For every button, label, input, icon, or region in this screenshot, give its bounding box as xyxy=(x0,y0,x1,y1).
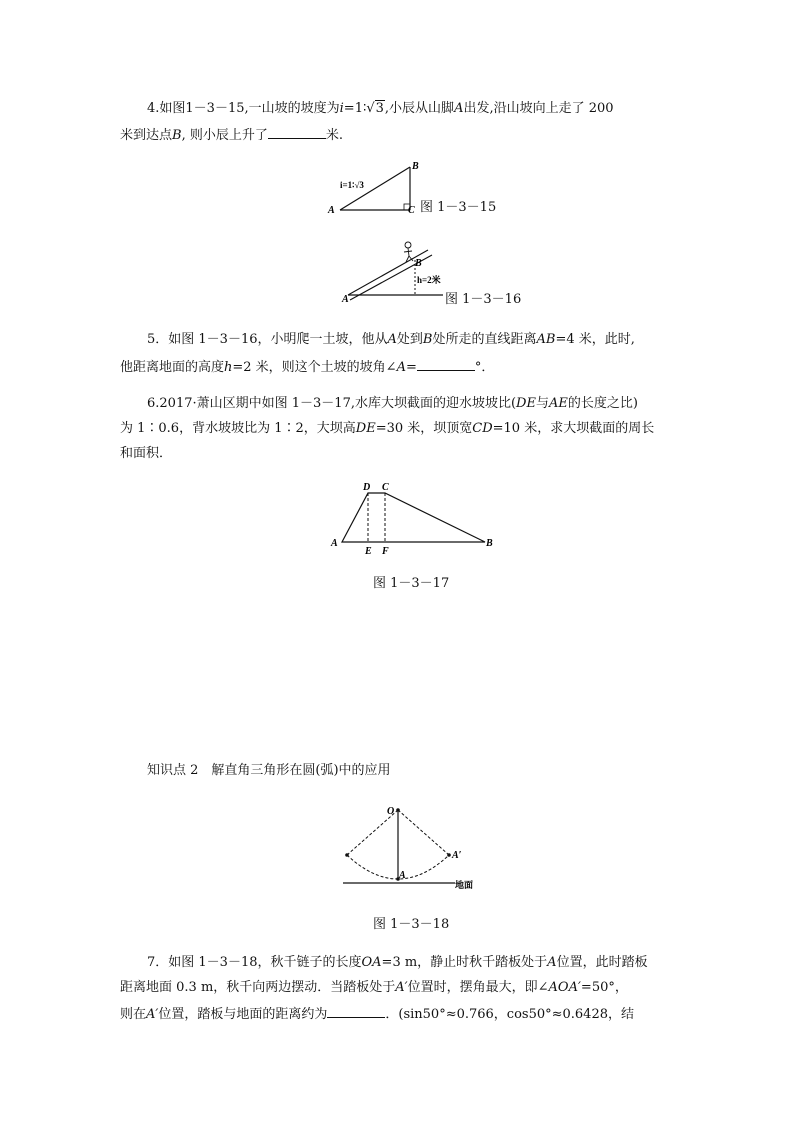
sqrt-symbol: √3 xyxy=(366,101,384,116)
q4-text: ,小辰从山脚 xyxy=(384,101,455,116)
label-a-prime: A′ xyxy=(452,850,462,861)
label-a: A xyxy=(342,294,349,303)
segment-cd: CD xyxy=(472,421,493,436)
label-f: F xyxy=(382,546,389,557)
q7-line-2 xyxy=(120,980,628,996)
person-body xyxy=(408,248,409,256)
q4-line-2 xyxy=(120,126,343,144)
label-c: C xyxy=(408,205,415,216)
angle-aoa-prime: AOA′ xyxy=(548,980,581,995)
q5-line-2 xyxy=(120,358,494,376)
q7-text: =50°， xyxy=(580,980,628,995)
caption-1-3-17: 图 1－3－17 xyxy=(373,576,450,591)
q5-text: 5．如图 1－3－16，小明爬一土坡，他从 xyxy=(147,332,388,347)
q7-text: 位置，踏板与地面的距离约为 xyxy=(158,1007,328,1022)
q5-text: =4 米，此时, xyxy=(555,332,635,347)
point-a-prime: A′ xyxy=(395,980,408,995)
answer-blank[interactable] xyxy=(327,1005,385,1018)
label-a: A xyxy=(331,538,338,549)
ground-label: 地面 xyxy=(455,880,474,890)
q7-text: =3 m，静止时秋千踏板处于 xyxy=(381,955,548,970)
q5-text: 处到 xyxy=(396,332,423,347)
q6-text: =10 米，求大坝截面的周长 xyxy=(492,421,655,436)
figure-1-3-17 xyxy=(325,478,500,558)
label-e: E xyxy=(365,546,372,557)
slope-symbol: i xyxy=(339,101,344,116)
q7-text: 7．如图 1－3－18，秋千链子的长度 xyxy=(147,955,362,970)
point-a: A xyxy=(387,332,397,347)
q7-text: 则在 xyxy=(120,1007,147,1022)
q6-line-1 xyxy=(147,396,638,412)
chain-oa-prime xyxy=(398,810,449,855)
segment-ae: AE xyxy=(548,396,568,411)
q7-text: ．(sin50°≈0.766，cos50°≈0.6428，结 xyxy=(385,1007,635,1022)
angle-a: A xyxy=(396,360,406,375)
caption-1-3-15: 图 1－3－15 xyxy=(420,200,497,215)
q6-line-2 xyxy=(120,421,654,437)
q6-text: 与 xyxy=(535,396,549,411)
section-title: 知识点 2 解直角三角形在圆(弧)中的应用 xyxy=(147,763,391,778)
label-o: O xyxy=(387,806,395,817)
point-a: A xyxy=(547,955,557,970)
slope-line-1 xyxy=(348,250,428,295)
q6-text: 为 1∶0.6，背水坡坡比为 1∶2，大坝高 xyxy=(120,421,356,436)
q6-text: 的长度之比) xyxy=(567,396,638,411)
point-left xyxy=(345,853,349,857)
point-a: A xyxy=(454,101,464,116)
q4-text: 出发,沿山坡向上走了 200 xyxy=(463,101,614,116)
sqrt-radicand: 3 xyxy=(375,101,384,116)
point-a-prime xyxy=(447,853,451,857)
q5-line-1 xyxy=(147,332,635,348)
person-arms xyxy=(404,251,412,252)
caption-1-3-16: 图 1－3－16 xyxy=(445,292,522,307)
slope-ratio: =1∶ xyxy=(343,101,367,116)
q7-text: 位置，此时踏板 xyxy=(556,955,648,970)
height-label: h=2米 xyxy=(417,275,441,285)
label-b: B xyxy=(486,538,493,549)
label-c: C xyxy=(382,482,389,493)
figure-1-3-16 xyxy=(338,238,453,303)
slope-label: i=1∶√3 xyxy=(340,180,364,190)
q4-text: 4.如图1－3－15,一山坡的坡度为 xyxy=(147,101,340,116)
person-head-icon xyxy=(405,242,411,248)
q7-text: 距离地面 0.3 m，秋千向两边摆动．当踏板处于 xyxy=(120,980,396,995)
label-b: B xyxy=(412,161,419,172)
q5-text: °． xyxy=(474,360,495,375)
segment-de: DE xyxy=(355,421,376,436)
answer-blank[interactable] xyxy=(417,358,475,371)
point-o xyxy=(396,808,400,812)
point-b: B xyxy=(422,332,433,347)
q7-line-1 xyxy=(147,955,648,971)
label-b: B xyxy=(415,258,422,269)
q6-line-3 xyxy=(120,446,172,462)
label-a: A xyxy=(399,870,406,881)
q5-text: 他距离地面的高度 xyxy=(120,360,225,375)
answer-blank[interactable] xyxy=(268,126,326,139)
q4-text: , 则小辰上升了 xyxy=(181,128,268,143)
q5-text: = xyxy=(405,360,417,375)
q5-text: 处所走的直线距离 xyxy=(432,332,537,347)
label-a: A xyxy=(328,205,335,216)
point-b: B xyxy=(172,128,182,143)
q4-text: 米. xyxy=(325,128,343,143)
label-d: D xyxy=(363,482,371,493)
segment-ab: AB xyxy=(536,332,556,347)
q5-text: =2 米，则这个土坡的坡角∠ xyxy=(232,360,397,375)
segment-de: DE xyxy=(516,396,536,411)
q6-text: =30 米，坝顶宽 xyxy=(375,421,473,436)
q4-line-1 xyxy=(147,101,614,117)
dam-trapezoid xyxy=(342,493,485,542)
caption-1-3-18: 图 1－3－18 xyxy=(373,917,450,932)
q6-text: 和面积． xyxy=(120,446,173,461)
q7-line-3 xyxy=(120,1005,634,1023)
q6-text: 6.2017·萧山区期中如图 1－3－17,水库大坝截面的迎水坡坡比( xyxy=(147,396,517,411)
point-a-prime: A′ xyxy=(146,1007,159,1022)
var-h: h xyxy=(224,360,233,375)
figure-1-3-18 xyxy=(340,800,490,892)
q4-text: 米到达点 xyxy=(120,128,173,143)
q7-text: 位置时，摆角最大，即∠ xyxy=(407,980,549,995)
segment-oa: OA xyxy=(361,955,382,970)
